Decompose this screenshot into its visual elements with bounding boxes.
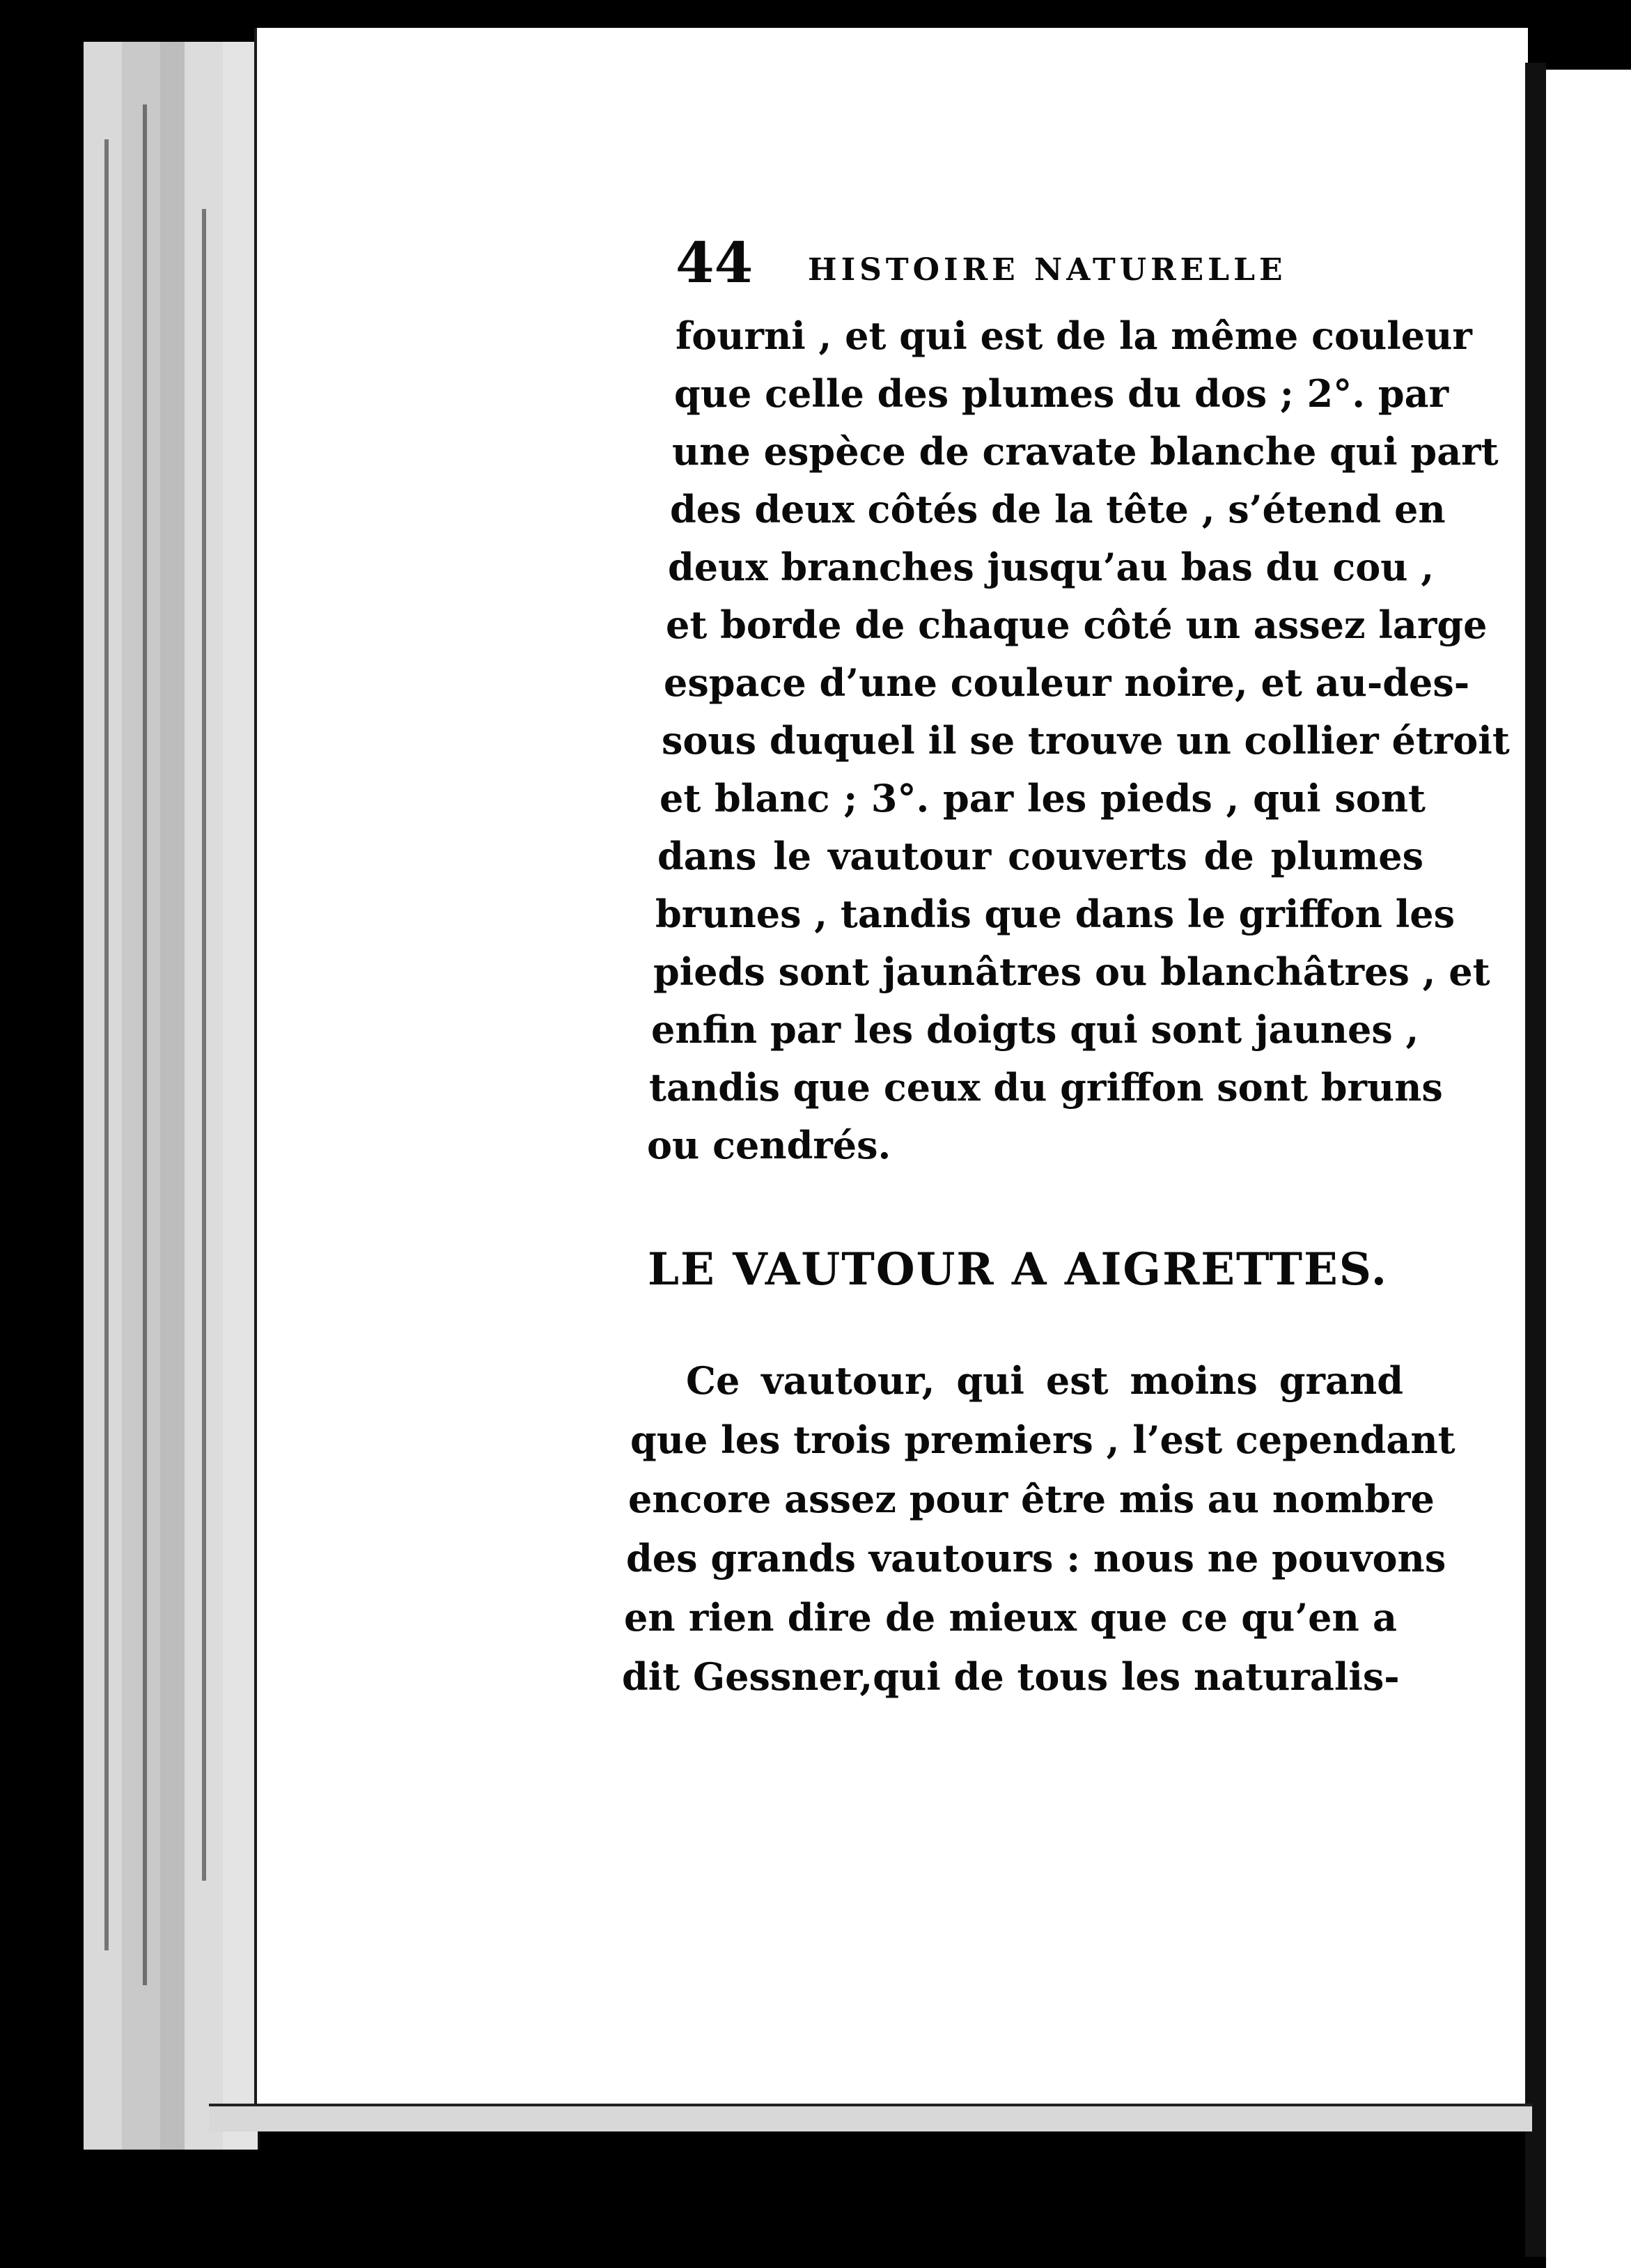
text-line: et borde de chaque côté un assez large xyxy=(666,603,1488,647)
page-number: 44 xyxy=(676,230,754,295)
page-edge xyxy=(185,42,228,2150)
facing-page xyxy=(1546,70,1631,2268)
text-line: ou cendrés. xyxy=(647,1123,891,1167)
text-line: pieds sont jaunâtres ou blanchâtres , et xyxy=(653,949,1490,994)
text-line: fourni , et qui est de la même couleur xyxy=(676,313,1472,358)
text-line: deux branches jusqu’au bas du cou , xyxy=(668,545,1435,589)
page-edge-shadow xyxy=(143,104,147,1985)
text-line: que les trois premiers , l’est cependant xyxy=(630,1418,1456,1462)
section-heading: LE VAUTOUR A AIGRETTES. xyxy=(648,1243,1388,1296)
text-line: encore assez pour être mis au nombre xyxy=(628,1477,1435,1521)
text-line: dit Gessner,qui de tous les naturalis- xyxy=(622,1654,1400,1699)
text-line: et blanc ; 3°. par les pieds , qui sont xyxy=(660,776,1426,821)
text-line: brunes , tandis que dans le griffon les xyxy=(655,892,1456,936)
page-bottom-edge xyxy=(209,2104,1532,2131)
text-line: que celle des plumes du dos ; 2°. par xyxy=(674,371,1449,416)
text-line: sous duquel il se trouve un collier étroit xyxy=(662,718,1510,763)
running-head: HISTOIRE NATURELLE xyxy=(808,252,1287,288)
page-edge-shadow xyxy=(202,209,206,1881)
text-line: des deux côtés de la tête , s’étend en xyxy=(670,487,1446,531)
page-edge-shadow xyxy=(104,139,109,1950)
text-line: une espèce de cravate blanche qui part xyxy=(672,429,1499,474)
text-line: dans le vautour couverts de plumes xyxy=(657,834,1423,878)
text-line: enfin par les doigts qui sont jaunes , xyxy=(651,1007,1419,1052)
text-line: espace d’une couleur noire, et au-des- xyxy=(664,660,1470,705)
gutter-shadow xyxy=(1525,63,1546,2257)
text-line: en rien dire de mieux que ce qu’en a xyxy=(624,1595,1397,1640)
text-line: tandis que ceux du griffon sont bruns xyxy=(649,1065,1443,1110)
text-line: Ce vautour, qui est moins grand xyxy=(686,1358,1403,1403)
text-line: des grands vautours : nous ne pouvons xyxy=(626,1536,1446,1580)
